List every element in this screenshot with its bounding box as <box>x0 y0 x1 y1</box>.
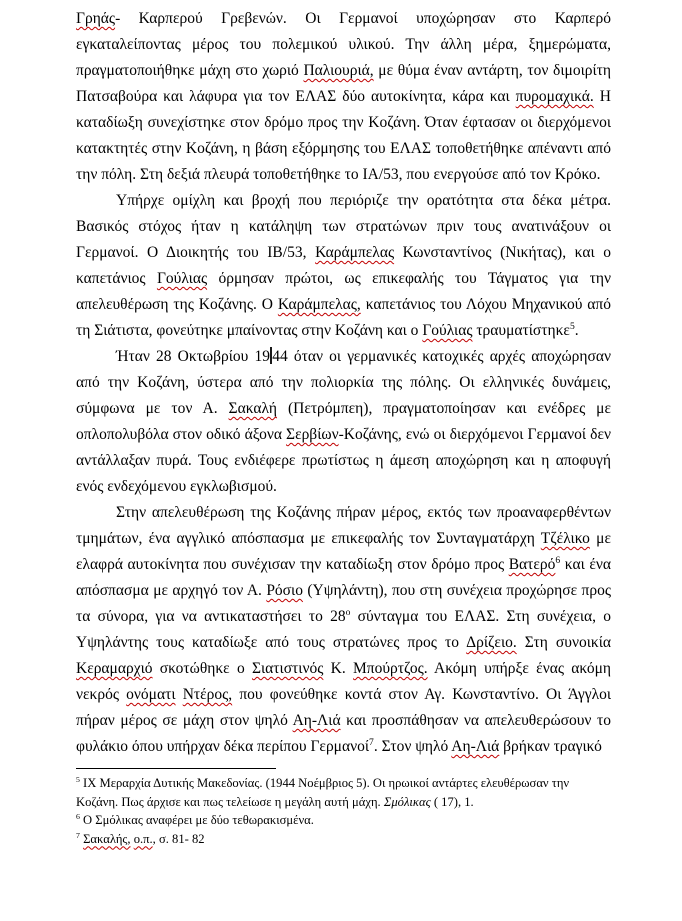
misspelled-word[interactable]: Καράμπελας, <box>277 296 361 313</box>
misspelled-word[interactable]: πυρομαχικά. <box>515 88 594 105</box>
text-run: Ο Σμόλικας αναφέρει με δύο τεθωρακισμένα. <box>79 813 314 827</box>
text-run: σύνταγμα του ΕΛΑΣ. Στη συνέχεια, ο Υψηλάντης τους καταδίωξε από τους στρατώνες προς το <box>76 608 612 651</box>
misspelled-word[interactable]: Καράμπελας <box>315 244 395 261</box>
misspelled-word[interactable]: Τζέλικο <box>540 530 590 547</box>
text-run: και ένα απόσπασμα με αρχηγό τον Α. <box>76 556 611 599</box>
text-run: καπετάνιος του Λόχου Μηχανικού από τη Σιάτιστα, φονεύτηκε μπαίνοντας στην Κοζάνη και ο <box>76 296 611 339</box>
misspelled-word[interactable]: Αη-Λιά <box>451 738 500 755</box>
footnote-separator <box>76 768 276 769</box>
text-run: Στην απελευθέρωση της Κοζάνης πήραν μέρος, εκτός των προαναφερθέντων τμημάτων, ένα αγγλικό απόσπασμα με επικεφαλής τον Συνταγματάρχη <box>76 504 611 547</box>
footnote-list <box>76 774 611 848</box>
text-run: - Καρπερού Γρεβενών. Οι Γερμανοί υποχώρησαν στο Καρπερό εγκαταλείποντας μέρος του πολεμικού υλικού. Την άλλη μέρα, ξημερώματα, πραγματοποιήθηκε μάχη στο χωριό <box>76 10 611 79</box>
misspelled-word[interactable]: Μπούρτζος. <box>353 660 428 677</box>
misspelled-word[interactable]: Γούλιας <box>156 270 208 287</box>
text-run: Υπήρχε ομίχλη και βροχή που περιόριζε την ορατότητα στα δέκα μέτρα. Βασικός στόχος ήταν η κατάληψη των στρατώνων πριν τους ανατινάξουν οι Γερμανοί. Ο Διοικητής του ΙΒ/53, <box>76 192 611 261</box>
misspelled-word[interactable]: Σερβίων <box>286 426 339 443</box>
paragraph[interactable] <box>76 6 611 188</box>
misspelled-word[interactable]: Βατερό <box>508 556 556 573</box>
text-run: 44 όταν οι γερμανικές κατοχικές αρχές αποχώρησαν από την Κοζάνη, ύστερα από την πολιορκία της πόλης. Οι ελληνικές δυνάμεις, σύμφωνα με τον Α. <box>76 348 611 417</box>
text-run: Ήταν 28 Οκτωβρίου 19 <box>116 348 270 365</box>
text-run <box>176 686 183 703</box>
text-run: Η καταδίωξη συνεχίστηκε στον δρόμο προς την Κοζάνη. Όταν έφτασαν οι διερχόμενοι κατακτητές στην Κοζάνη, η βάση εξόρμησης του ΕΛΑΣ τοποθετήθηκε απέναντι από την πόλη. Στη δεξιά πλευρά τοποθετήθηκε το ΙΑ/53, που ενεργούσε από τον Κρόκο. <box>76 88 611 183</box>
misspelled-word[interactable]: Γούλιας <box>422 322 473 339</box>
footnote[interactable] <box>76 811 611 830</box>
misspelled-word[interactable]: Δρίζειο. <box>466 634 517 651</box>
misspelled-word[interactable]: Αη-Λιά <box>292 712 341 729</box>
footnote[interactable] <box>76 774 611 811</box>
misspelled-word[interactable]: Ρόσιο <box>266 582 303 599</box>
footnote-reference: 5 <box>76 774 80 784</box>
document-body-text[interactable] <box>76 6 611 760</box>
misspelled-word[interactable]: Σιατιστινός <box>251 660 324 677</box>
text-run: (Υψηλάντη), που στη συνέχεια προχώρησε προς τα σύνορα, για να αντικαταστήσει το 28 <box>76 582 611 625</box>
footnote-area <box>76 768 611 848</box>
misspelled-word[interactable]: Παλιουριά, <box>303 62 374 79</box>
footnote-reference: 5 <box>569 320 575 332</box>
paragraph[interactable] <box>76 500 611 760</box>
paragraph[interactable] <box>76 344 611 500</box>
text-run: με ελαφρά αυτοκίνητα που συνέχισαν την καταδίωξη στον δρόμο προς <box>76 530 611 573</box>
text-run: και προσπάθησαν να απελευθερώσουν το φυλάκιο όπου υπήρχαν δέκα περίπου Γερμανοί <box>76 712 611 755</box>
footnote-reference: ο <box>345 606 351 618</box>
text-run: ΙΧ Μεραρχία Δυτικής Μακεδονίας. (1944 Νοέμβριος 5). Οι ηρωικοί αντάρτες ελευθέρωσαν την Κοζάνη. Πως άρχισε και πως τελείωσε η μεγάλη αυτή μάχη. <box>76 776 570 809</box>
text-run: Ακόμη υπήρξε ένας ακόμη νεκρός <box>76 660 611 703</box>
footnote-reference: 6 <box>76 811 80 821</box>
text-run: σκοτώθηκε ο <box>152 660 252 677</box>
text-run: τραυματίστηκε <box>472 322 570 339</box>
footnote-reference: 6 <box>555 554 561 566</box>
misspelled-word[interactable]: Σακαλής, <box>83 831 131 846</box>
italic-text: Σμόλικας <box>383 794 431 809</box>
text-run: που φονεύθηκε κοντά στον Αγ. Κωνσταντίνο. Οι Άγγλοι πήραν μέρος σε μάχη στον ψηλό <box>76 686 611 729</box>
footnote[interactable] <box>76 830 611 849</box>
text-run: , σ. 81- 82 <box>152 831 205 846</box>
misspelled-word[interactable]: Σακαλή <box>228 400 277 417</box>
text-run: Κωνσταντίνος (Νικήτας), και ο καπετάνιος <box>76 244 611 287</box>
text-run: Στη συνοικία <box>516 634 611 651</box>
text-run: Κ. <box>323 660 353 677</box>
misspelled-word[interactable]: Γρηάς <box>76 10 116 27</box>
text-run: όρμησαν πρώτοι, ως επικεφαλής του Τάγματος για την απελευθέρωση της Κοζάνης. Ο <box>76 270 611 313</box>
text-run: (Πετρόμπεη), πραγματοποίησαν και ενέδρες με οπλοπολυβόλα στον οδικό άξονα <box>76 400 611 443</box>
text-run: ( 17), 1. <box>430 794 474 809</box>
misspelled-word[interactable]: ονόματι <box>126 686 176 703</box>
footnote-reference: 7 <box>76 830 80 840</box>
misspelled-word[interactable]: Κεραμαρχιό <box>76 660 153 677</box>
text-run: με θύμα έναν αντάρτη, τον διμοιρίτη Πατσαβούρα και λάφυρα για τον ΕΛΑΣ δύο αυτοκίνητα, κάρα και <box>76 62 611 105</box>
text-run: -Κοζάνης, ενώ οι διερχόμενοι Γερμανοί δεν αντάλλαξαν πυρά. Τους ενδιέφερε πρωτίστως η άμεση αποχώρηση και η αποφυγή ενός ενδεχόμενου εγκλωβισμού. <box>76 426 611 495</box>
footnote-reference: 7 <box>369 736 374 748</box>
misspelled-word[interactable]: ο.π. <box>133 831 153 846</box>
misspelled-word[interactable]: Ντέρος, <box>182 686 233 703</box>
text-run: . Στον ψηλό <box>373 738 452 755</box>
text-run: βρήκαν τραγικό <box>499 738 602 755</box>
text-run: . <box>574 322 579 339</box>
paragraph[interactable] <box>76 188 611 344</box>
